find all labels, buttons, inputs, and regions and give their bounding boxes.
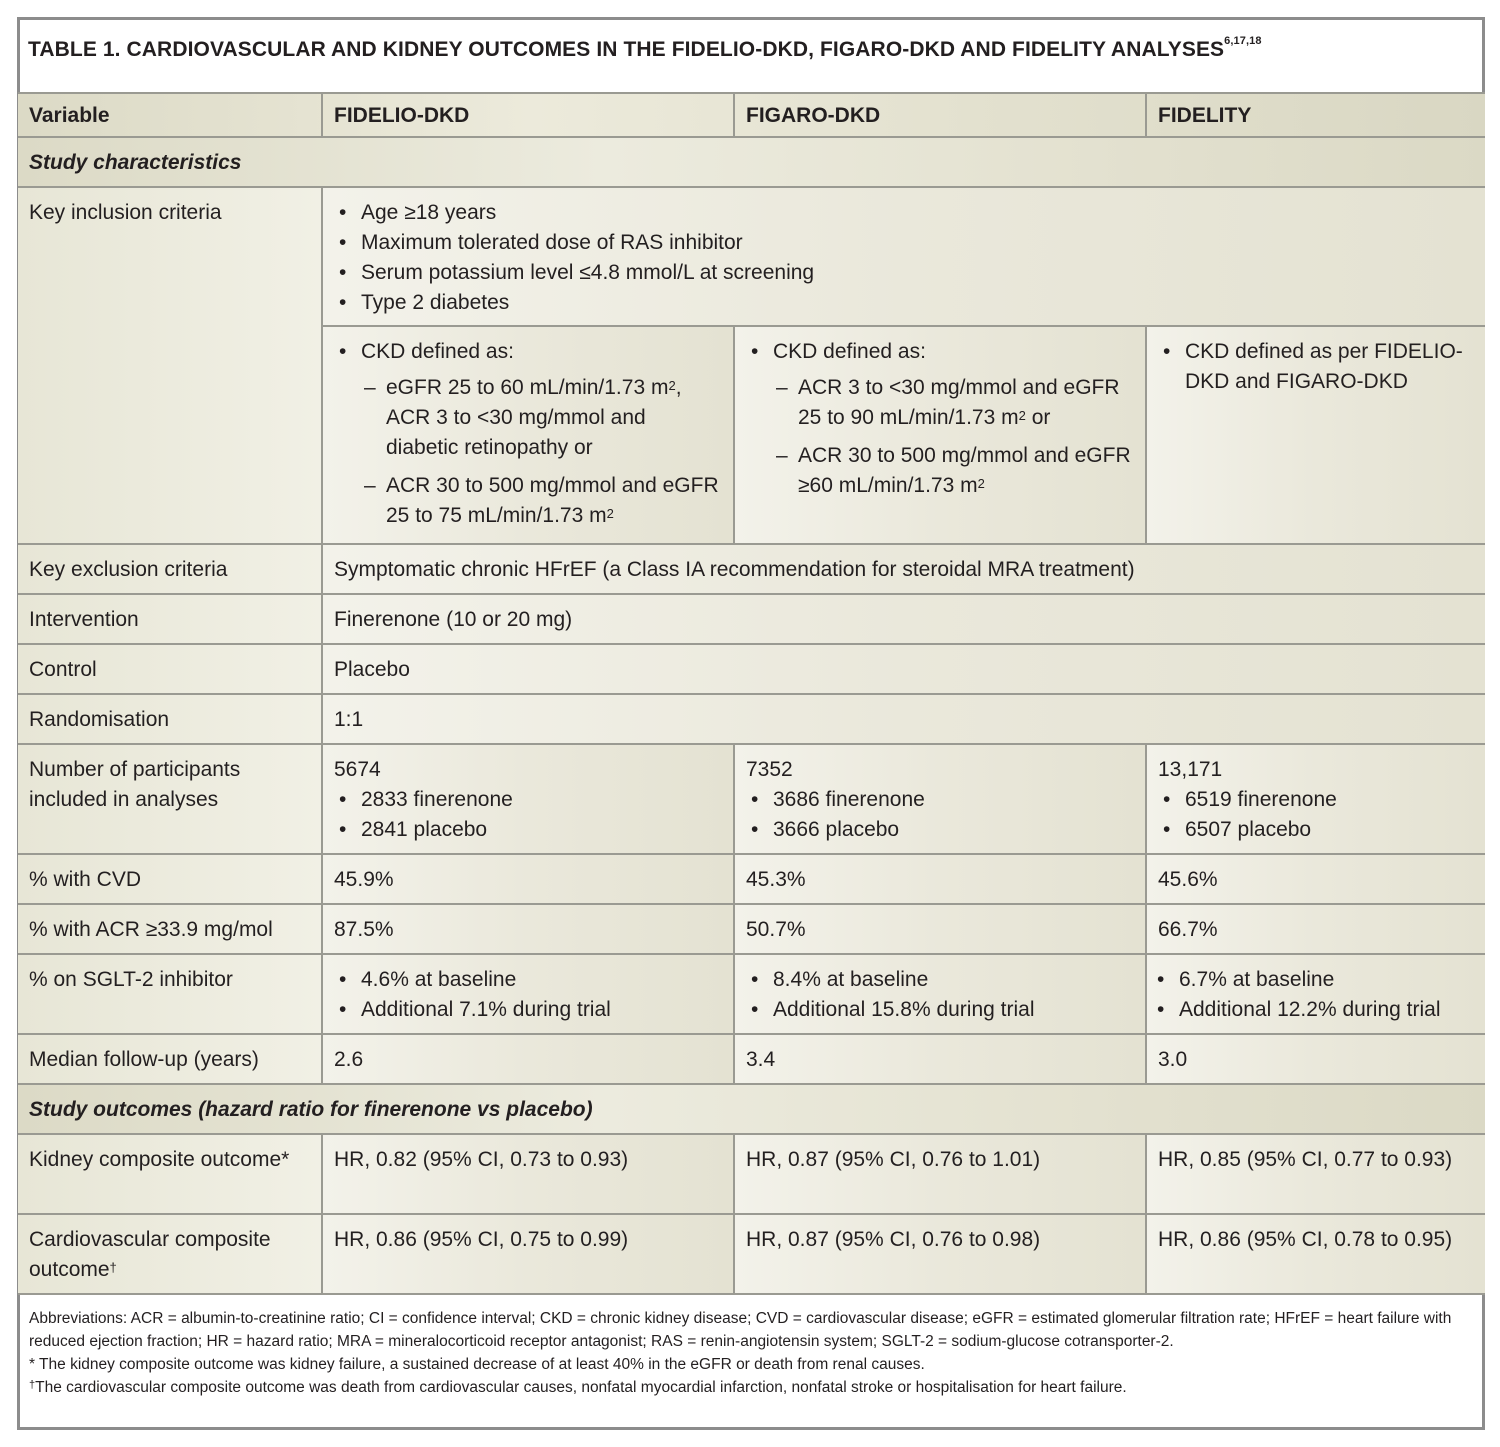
list-item: • 2833 finerenone bbox=[334, 785, 722, 815]
list-item: • Type 2 diabetes bbox=[334, 288, 1474, 318]
list-item: • 3686 finerenone bbox=[746, 785, 1134, 815]
row-sglt2 bbox=[18, 955, 1485, 1035]
row-label: Key inclusion criteria bbox=[18, 188, 321, 543]
list-item: • 2841 placebo bbox=[334, 815, 722, 845]
sub-item: – ACR 30 to 500 mg/mmol and eGFR ≥60 mL/min/1.73 $m^2$ bbox=[746, 441, 1134, 501]
intervention-value: Finerenone (10 or 20 mg) bbox=[321, 595, 1485, 643]
row-label: % on SGLT-2 inhibitor bbox=[18, 955, 321, 1033]
list-item: • 6.7% at baseline bbox=[1152, 965, 1481, 995]
followup-fidelity: 3.0 bbox=[1145, 1035, 1485, 1083]
title-references: 6,17,18 bbox=[1224, 35, 1262, 47]
kidney-footnote: * The kidney composite outcome was kidney failure, a sustained decrease of at least 40% in the eGFR or death from renal causes. bbox=[29, 1356, 925, 1373]
row-randomisation bbox=[18, 695, 1485, 745]
kidney-fidelity: HR, 0.85 (95% CI, 0.77 to 0.93) bbox=[1145, 1135, 1485, 1213]
acr-fidelity: 66.7% bbox=[1145, 905, 1485, 953]
row-exclusion-criteria bbox=[18, 545, 1485, 595]
followup-fidelio: 2.6 bbox=[321, 1035, 733, 1083]
row-label: Intervention bbox=[18, 595, 321, 643]
list-item: • 6507 placebo bbox=[1158, 815, 1474, 845]
participants-fidelio: 5674 • 2833 finerenone • 2841 placebo bbox=[321, 745, 733, 853]
section-study-characteristics bbox=[18, 138, 1485, 188]
list-item: • Maximum tolerated dose of RAS inhibitor bbox=[334, 228, 1474, 258]
row-label: % with ACR ≥33.9 mg/mol bbox=[18, 905, 321, 953]
row-followup bbox=[18, 1035, 1485, 1085]
cvd-figaro: 45.3% bbox=[733, 855, 1145, 903]
kidney-fidelio: HR, 0.82 (95% CI, 0.73 to 0.93) bbox=[321, 1135, 733, 1213]
exclusion-value: Symptomatic chronic HFrEF (a Class IA recommendation for steroidal MRA treatment) bbox=[321, 545, 1485, 593]
list-item: • CKD defined as: – eGFR 25 to 60 mL/min/1.73 $m^2$, ACR 3 to <30 mg/mmol and diabetic retinopathy or – ACR 30 to 500 mg/mmol and eGFR 25 to 75 mL/min/1.73 $m^2$ bbox=[334, 337, 722, 531]
row-label: % with CVD bbox=[18, 855, 321, 903]
inclusion-fidelio bbox=[321, 327, 733, 543]
row-cardiovascular-outcome bbox=[18, 1215, 1485, 1295]
sglt2-figaro bbox=[733, 955, 1145, 1033]
cardio-fidelio: HR, 0.86 (95% CI, 0.75 to 0.99) bbox=[321, 1215, 733, 1293]
inclusion-figaro bbox=[733, 327, 1145, 543]
cardio-footnote: †The cardiovascular composite outcome was death from cardiovascular causes, nonfatal myocardial infarction, nonfatal stroke or hospitalisation for heart failure. bbox=[29, 1379, 1127, 1396]
row-cvd bbox=[18, 855, 1485, 905]
section-label: Study outcomes (hazard ratio for finerenone vs placebo) bbox=[29, 1098, 593, 1121]
row-intervention bbox=[18, 595, 1485, 645]
randomisation-value: 1:1 bbox=[321, 695, 1485, 743]
inclusion-fidelity bbox=[1145, 327, 1485, 543]
row-control bbox=[18, 645, 1485, 695]
column-header-fidelio: FIDELIO-DKD bbox=[321, 94, 733, 136]
row-label: Control bbox=[18, 645, 321, 693]
column-header-figaro: FIGARO-DKD bbox=[733, 94, 1145, 136]
section-study-outcomes bbox=[18, 1085, 1485, 1135]
list-item: • Additional 15.8% during trial bbox=[746, 995, 1134, 1025]
list-item: • CKD defined as per FIDELIO-DKD and FIGARO-DKD bbox=[1158, 337, 1474, 397]
participants-figaro: 7352 • 3686 finerenone • 3666 placebo bbox=[733, 745, 1145, 853]
list-item: • 4.6% at baseline bbox=[334, 965, 722, 995]
acr-figaro: 50.7% bbox=[733, 905, 1145, 953]
sub-item: – eGFR 25 to 60 mL/min/1.73 $m^2$, ACR 3 to <30 mg/mmol and diabetic retinopathy or bbox=[334, 373, 722, 463]
kidney-figaro: HR, 0.87 (95% CI, 0.76 to 1.01) bbox=[733, 1135, 1145, 1213]
list-item: • Additional 7.1% during trial bbox=[334, 995, 722, 1025]
list-item: • 3666 placebo bbox=[746, 815, 1134, 845]
list-item: • Serum potassium level ≤4.8 mmol/L at screening bbox=[334, 258, 1474, 288]
sub-item: – ACR 30 to 500 mg/mmol and eGFR 25 to 75 mL/min/1.73 $m^2$ bbox=[334, 471, 722, 531]
cardio-fidelity: HR, 0.86 (95% CI, 0.78 to 0.95) bbox=[1145, 1215, 1485, 1293]
control-value: Placebo bbox=[321, 645, 1485, 693]
list-item: • 8.4% at baseline bbox=[746, 965, 1134, 995]
row-label: Randomisation bbox=[18, 695, 321, 743]
row-acr bbox=[18, 905, 1485, 955]
abbreviations-note: Abbreviations: ACR = albumin-to-creatinine ratio; CI = confidence interval; CKD = chronic kidney disease; CVD = cardiovascular disease; eGFR = estimated glomerular filtration rate; HFrEF = heart failure with reduced ejection fraction; HR = hazard ratio; MRA = mineralocorticoid receptor antagonist; RAS = renin-angiotensin system; SGLT-2 = sodium-glucose cotransporter-2. bbox=[29, 1310, 1452, 1350]
row-participants bbox=[18, 745, 1485, 855]
list-item: • Additional 12.2% during trial bbox=[1152, 995, 1481, 1025]
cvd-fidelity: 45.6% bbox=[1145, 855, 1485, 903]
cvd-fidelio: 45.9% bbox=[321, 855, 733, 903]
row-label: Key exclusion criteria bbox=[18, 545, 321, 593]
list-item: • 6519 finerenone bbox=[1158, 785, 1474, 815]
participants-fidelity: 13,171 • 6519 finerenone • 6507 placebo bbox=[1145, 745, 1485, 853]
row-kidney-outcome bbox=[18, 1135, 1485, 1215]
sglt2-fidelity bbox=[1145, 955, 1485, 1033]
section-label: Study characteristics bbox=[29, 151, 242, 174]
list-item: • Age ≥18 years bbox=[334, 198, 1474, 228]
table-footnotes bbox=[29, 1307, 1474, 1399]
row-inclusion-criteria bbox=[18, 188, 1485, 545]
list-item: • CKD defined as: – ACR 3 to <30 mg/mmol and eGFR 25 to 90 mL/min/1.73 $m^2$ or – ACR 30 to 500 mg/mmol and eGFR ≥60 mL/min/1.73 $m^2$ bbox=[746, 337, 1134, 501]
table-title: TABLE 1. CARDIOVASCULAR AND KIDNEY OUTCOMES IN THE FIDELIO-DKD, FIGARO-DKD AND FIDELITY ANALYSES$^{6,17,18}$ bbox=[28, 35, 1262, 61]
column-header-variable: Variable bbox=[29, 104, 110, 127]
column-header-fidelity: FIDELITY bbox=[1145, 94, 1485, 136]
row-label: Number of participants included in analyses bbox=[18, 745, 321, 853]
row-label: Cardiovascular composite outcome† bbox=[18, 1215, 321, 1293]
header-row bbox=[18, 92, 1485, 138]
acr-fidelio: 87.5% bbox=[321, 905, 733, 953]
sglt2-fidelio bbox=[321, 955, 733, 1033]
row-label: Kidney composite outcome* bbox=[18, 1135, 321, 1213]
followup-figaro: 3.4 bbox=[733, 1035, 1145, 1083]
inclusion-common bbox=[321, 188, 1485, 327]
row-label: Median follow-up (years) bbox=[18, 1035, 321, 1083]
cardio-figaro: HR, 0.87 (95% CI, 0.76 to 0.98) bbox=[733, 1215, 1145, 1293]
sub-item: – ACR 3 to <30 mg/mmol and eGFR 25 to 90 mL/min/1.73 $m^2$ or bbox=[746, 373, 1134, 433]
